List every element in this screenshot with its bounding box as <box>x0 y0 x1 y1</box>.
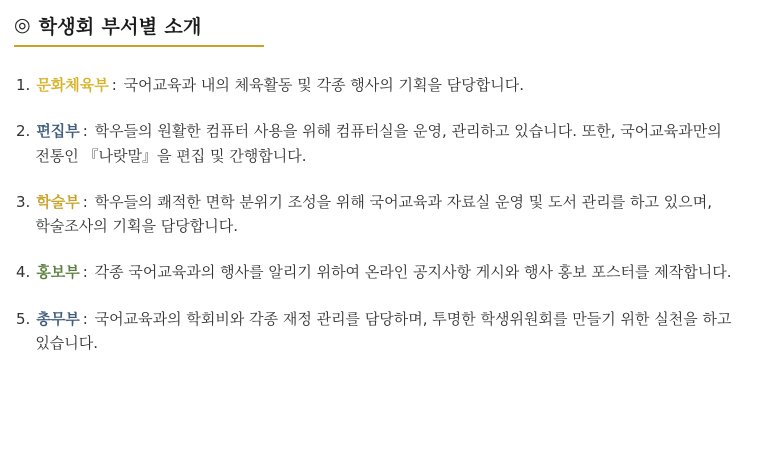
department-name: 문화체육부 <box>36 76 109 94</box>
list-item <box>16 119 757 168</box>
department-description: 국어교육과의 학회비와 각종 재정 관리를 담당하며, 투명한 학생위원회를 만들기 위한 실천을 하고 있습니다. <box>35 309 732 353</box>
department-name: 편집부 <box>36 122 80 141</box>
department-name: 총무부 <box>36 309 80 328</box>
page-title-text: 학생회 부서별 소개 <box>38 16 202 38</box>
separator: : <box>111 76 117 94</box>
list-item-content <box>35 73 524 97</box>
separator: : <box>82 122 88 141</box>
separator: : <box>82 263 88 282</box>
department-name: 학술부 <box>36 192 80 211</box>
department-list <box>8 73 763 355</box>
list-item-number: 1. <box>16 76 31 94</box>
page-title <box>8 10 763 39</box>
department-description: 학우들의 원활한 컴퓨터 사용을 위해 컴퓨터실을 운영, 관리하고 있습니다. 또한, 국어교육과만의 전통인 『나랏말』을 편집 및 간행합니다. <box>35 122 722 165</box>
list-item-number: 4. <box>16 263 31 282</box>
separator: : <box>82 309 88 328</box>
list-item <box>16 260 757 284</box>
list-item-number: 5. <box>16 309 31 328</box>
list-item <box>16 190 757 239</box>
list-item <box>16 307 757 356</box>
list-item-number: 2. <box>16 122 31 141</box>
department-description: 각종 국어교육과의 행사를 알리기 위하여 온라인 공지사항 게시와 행사 홍보 포스터를 제작합니다. <box>94 263 732 282</box>
list-item-content <box>35 119 757 168</box>
list-item-number: 3. <box>16 192 31 211</box>
title-underline-divider <box>14 45 264 47</box>
list-item-content <box>35 260 731 284</box>
department-description: 국어교육과 내의 체육활동 및 각종 행사의 기획을 담당합니다. <box>123 76 525 94</box>
department-name: 홍보부 <box>36 263 80 282</box>
list-item-content <box>35 190 757 239</box>
list-item <box>16 73 757 97</box>
separator: : <box>82 192 88 211</box>
list-item-content <box>35 307 757 356</box>
department-description: 학우들의 쾌적한 면학 분위기 조성을 위해 국어교육과 자료실 운영 및 도서 관리를 하고 있으며, 학술조사의 기획을 담당합니다. <box>35 192 713 236</box>
bullet-marker-icon: ◎ <box>14 14 31 36</box>
